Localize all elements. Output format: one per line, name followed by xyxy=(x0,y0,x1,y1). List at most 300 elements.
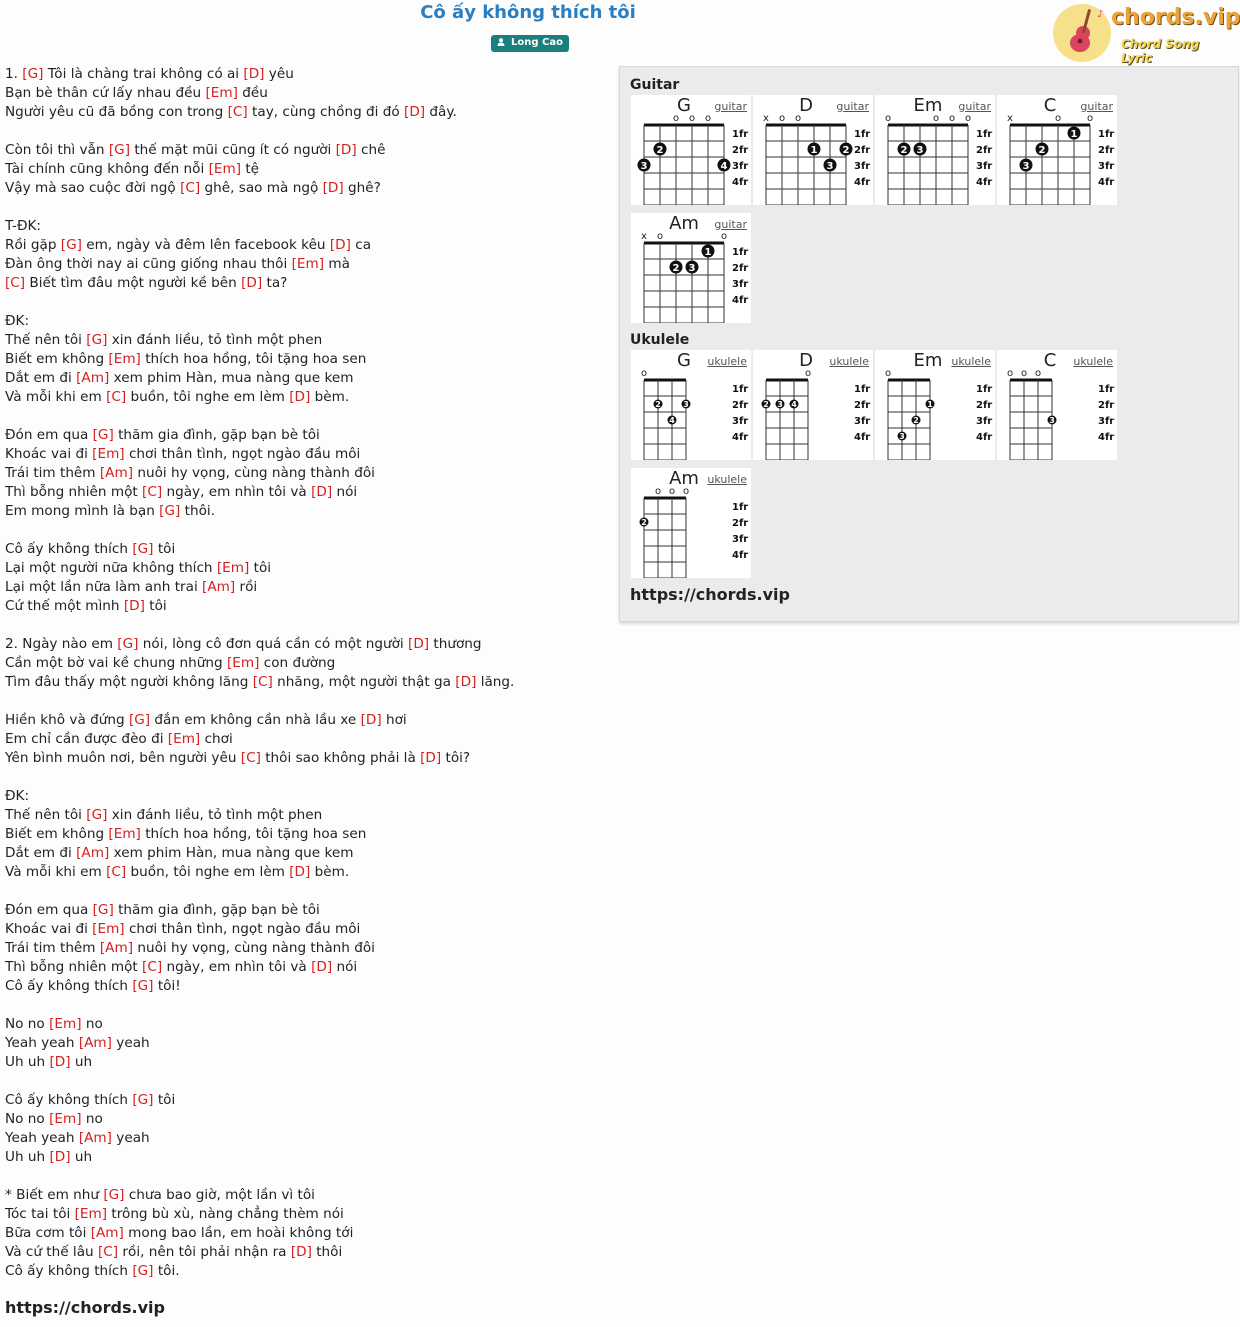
fret-number-label: 1fr xyxy=(854,129,871,140)
chord-link[interactable]: [C] xyxy=(180,180,201,196)
fret-number-label: 3fr xyxy=(976,416,993,427)
lyric-text: Cô ấy không thích xyxy=(5,1092,133,1108)
lyric-text: nhăng, một người thật ga xyxy=(272,674,456,690)
fret-number-label: 1fr xyxy=(976,129,993,140)
lyric-line xyxy=(5,958,605,977)
lyric-line xyxy=(5,749,605,768)
fret-number-label: 3fr xyxy=(1098,416,1115,427)
lyric-line xyxy=(5,1224,605,1243)
chord-name: C xyxy=(1043,95,1057,116)
finger-number: 4 xyxy=(669,416,675,425)
lyric-text: thăm gia đình, gặp bạn bè tôi xyxy=(113,902,320,918)
open-string-marker: o xyxy=(804,368,812,379)
chord-name: D xyxy=(799,95,813,116)
lyric-text: Biết tìm đâu một người kề bên xyxy=(25,275,242,291)
chord-link[interactable]: [C] xyxy=(106,864,127,880)
finger-number: 3 xyxy=(899,432,905,441)
lyric-text: xem phim Hàn, mua nàng que kem xyxy=(109,845,354,861)
lyric-line xyxy=(5,844,605,863)
logo-brand: chords.vip xyxy=(1111,5,1240,30)
lyric-text: Thì bỗng nhiên một xyxy=(5,959,143,975)
open-string-marker: o xyxy=(1034,368,1042,379)
lyric-text: No no xyxy=(5,1016,50,1032)
lyric-blank-line xyxy=(5,521,605,540)
chord-diagram-guitar-d[interactable] xyxy=(753,95,873,205)
fretboard-graphic xyxy=(997,350,1117,460)
chord-name: C xyxy=(1043,350,1057,371)
lyric-text: Đón em qua xyxy=(5,902,93,918)
lyric-blank-line xyxy=(5,198,605,217)
lyric-text: chơi thân tình, ngọt ngào đầu môi xyxy=(124,446,361,462)
fret-number-label: 2fr xyxy=(976,400,993,411)
muted-string-marker: x xyxy=(641,231,647,242)
finger-number: 1 xyxy=(810,145,818,156)
chord-link[interactable]: [Am] xyxy=(90,1225,124,1241)
chord-link[interactable]: [Am] xyxy=(78,1130,112,1146)
chord-link[interactable]: [D] xyxy=(311,959,333,975)
chord-link[interactable]: [Em] xyxy=(49,1016,82,1032)
finger-number: 2 xyxy=(763,400,769,409)
lyric-text: Khoác vai đi xyxy=(5,446,93,462)
finger-number: 4 xyxy=(791,400,797,409)
open-string-marker: o xyxy=(668,486,676,497)
lyric-text: Lại một lần nữa làm anh trai xyxy=(5,579,203,595)
lyric-text: yeah xyxy=(111,1035,150,1051)
chord-diagram-guitar-am[interactable] xyxy=(631,213,751,323)
muted-string-marker: x xyxy=(1007,113,1013,124)
lyric-line xyxy=(5,1148,605,1167)
lyric-text: Tìm đâu thấy một người không lăng xyxy=(5,674,253,690)
chord-link[interactable]: [G] xyxy=(92,427,114,443)
chord-link[interactable]: [D] xyxy=(311,484,333,500)
chord-link[interactable]: [Em] xyxy=(108,351,141,367)
chord-diagram-ukulele-am[interactable] xyxy=(631,468,751,578)
lyric-line xyxy=(5,1186,605,1205)
chord-link[interactable]: [G] xyxy=(108,142,131,158)
fretboard-graphic xyxy=(631,95,751,205)
finger-number: 3 xyxy=(1022,161,1030,172)
fret-number-label: 1fr xyxy=(732,502,749,513)
chord-link[interactable]: [Em] xyxy=(167,731,201,747)
lyric-text: thích hoa hồng, tôi tặng hoa sen xyxy=(140,826,367,842)
chord-link[interactable]: [D] xyxy=(322,180,344,196)
fret-number-label: 1fr xyxy=(1098,384,1115,395)
chord-link[interactable]: [G] xyxy=(128,712,151,728)
chord-name: Am xyxy=(669,213,699,234)
chord-diagram-ukulele-em[interactable] xyxy=(875,350,995,460)
lyric-text: ĐK: xyxy=(5,788,30,804)
chord-diagram-guitar-g[interactable] xyxy=(631,95,751,205)
lyric-blank-line xyxy=(5,1072,605,1091)
chord-link[interactable]: [G] xyxy=(132,1092,154,1108)
instrument-link[interactable]: guitar xyxy=(1080,100,1113,113)
open-string-marker: o xyxy=(794,113,802,124)
lyric-line xyxy=(5,939,605,958)
fret-number-label: 2fr xyxy=(854,145,871,156)
lyric-line xyxy=(5,1091,605,1110)
lyric-text: ĐK: xyxy=(5,313,30,329)
chord-link[interactable]: [Am] xyxy=(202,579,236,595)
lyric-text: thế mặt mũi cũng ít có người xyxy=(130,142,336,158)
fret-number-label: 3fr xyxy=(854,161,871,172)
open-string-marker: o xyxy=(884,113,892,124)
lyric-text: tôi! xyxy=(153,978,181,994)
lyric-text: bèm. xyxy=(310,864,350,880)
lyric-blank-line xyxy=(5,616,605,635)
lyric-line xyxy=(5,1110,605,1129)
lyric-text: Và mỗi khi em xyxy=(5,864,107,880)
lyric-text: mong bao lần, em hoài không tới xyxy=(123,1225,354,1241)
lyric-line xyxy=(5,578,605,597)
fret-number-label: 2fr xyxy=(732,518,749,529)
open-string-marker: o xyxy=(656,231,664,242)
instrument-link[interactable]: ukulele xyxy=(951,355,991,368)
instrument-link[interactable]: ukulele xyxy=(707,473,747,486)
chord-diagrams-panel xyxy=(619,66,1239,622)
lyric-text: đều xyxy=(237,85,268,101)
chord-link[interactable]: [G] xyxy=(132,541,154,557)
chord-link[interactable]: [G] xyxy=(86,332,108,348)
lyric-line xyxy=(5,901,605,920)
chord-link[interactable]: [C] xyxy=(227,104,248,120)
lyric-text: Dắt em đi xyxy=(5,370,77,386)
lyric-text: xem phim Hàn, mua nàng que kem xyxy=(109,370,354,386)
fret-number-label: 4fr xyxy=(1098,177,1115,188)
lyric-text: tôi? xyxy=(441,750,471,766)
chord-link[interactable]: [G] xyxy=(86,807,108,823)
chord-link[interactable]: [G] xyxy=(132,1263,154,1279)
fretboard-graphic xyxy=(631,213,751,323)
chord-link[interactable]: [Em] xyxy=(49,1111,82,1127)
fretboard-graphic xyxy=(753,95,873,205)
chord-link[interactable]: [C] xyxy=(106,389,127,405)
lyric-line xyxy=(5,597,605,616)
lyric-text: Người yêu cũ đã bồng con trong xyxy=(5,104,228,120)
lyric-line xyxy=(5,977,605,996)
chord-link[interactable]: [D] xyxy=(289,864,311,880)
chord-name: G xyxy=(677,350,691,371)
fret-number-label: 4fr xyxy=(732,295,749,306)
finger-number: 3 xyxy=(683,400,689,409)
lyric-text: yêu xyxy=(264,66,294,82)
lyric-line xyxy=(5,1205,605,1224)
lyric-blank-line xyxy=(5,1167,605,1186)
chord-link[interactable]: [C] xyxy=(240,750,261,766)
lyric-line xyxy=(5,502,605,521)
lyric-text: no xyxy=(81,1016,103,1032)
chord-link[interactable]: [Em] xyxy=(92,921,125,937)
lyric-line xyxy=(5,825,605,844)
fret-number-label: 3fr xyxy=(732,161,749,172)
chord-link[interactable]: [G] xyxy=(132,978,154,994)
finger-number: 2 xyxy=(672,263,680,274)
fret-number-label: 1fr xyxy=(732,129,749,140)
chord-link[interactable]: [D] xyxy=(360,712,382,728)
fretboard-graphic xyxy=(753,350,873,460)
chord-name: Am xyxy=(669,468,699,489)
lyric-text: tôi xyxy=(249,560,272,576)
lyric-line xyxy=(5,236,605,255)
lyric-text: Uh uh xyxy=(5,1149,50,1165)
footer-url[interactable]: https://chords.vip xyxy=(5,1298,165,1317)
lyric-text: bèm. xyxy=(310,389,350,405)
lyric-text: 2. Ngày nào em xyxy=(5,636,118,652)
lyric-text: Trái tim thêm xyxy=(5,940,100,956)
open-string-marker: o xyxy=(964,113,972,124)
lyric-text: nuôi hy vọng, cùng nàng thành đôi xyxy=(133,465,375,481)
finger-number: 1 xyxy=(1070,129,1078,140)
lyric-line xyxy=(5,863,605,882)
chord-link[interactable]: [Em] xyxy=(205,85,238,101)
lyric-text: xin đánh liều, tỏ tình một phen xyxy=(107,807,323,823)
fret-number-label: 1fr xyxy=(1098,129,1115,140)
site-logo[interactable] xyxy=(1053,3,1240,65)
lyric-text: yeah xyxy=(111,1130,150,1146)
author-name: Long Cao xyxy=(511,37,563,48)
open-string-marker: o xyxy=(932,113,940,124)
chord-link[interactable]: [D] xyxy=(289,389,311,405)
lyric-text: tôi xyxy=(153,1092,176,1108)
lyric-text: thương xyxy=(429,636,482,652)
lyric-text: ghê? xyxy=(343,180,381,196)
lyric-text: Tôi là chàng trai không có ai xyxy=(43,66,244,82)
lyric-blank-line xyxy=(5,882,605,901)
fret-number-label: 4fr xyxy=(854,432,871,443)
open-string-marker: o xyxy=(654,486,662,497)
lyric-line xyxy=(5,103,605,122)
lyric-line xyxy=(5,464,605,483)
lyric-text: Thì bỗng nhiên một xyxy=(5,484,143,500)
panel-url[interactable]: https://chords.vip xyxy=(630,585,790,604)
lyric-text: Bạn bè thân cứ lấy nhau đều xyxy=(5,85,206,101)
instrument-link[interactable]: ukulele xyxy=(829,355,869,368)
chord-link[interactable]: [Am] xyxy=(99,940,134,956)
chord-link[interactable]: [G] xyxy=(103,1187,125,1203)
chord-diagram-ukulele-d[interactable] xyxy=(753,350,873,460)
chord-name: D xyxy=(799,350,813,371)
author-badge[interactable] xyxy=(491,35,569,52)
lyric-text: T-ĐK: xyxy=(5,218,41,234)
finger-number: 2 xyxy=(655,400,661,409)
lyric-text: đắn em không cần nhà lầu xe xyxy=(150,712,361,728)
lyric-line xyxy=(5,1262,605,1281)
user-icon xyxy=(497,38,505,46)
chord-link[interactable]: [Em] xyxy=(208,161,242,177)
chord-link[interactable]: [D] xyxy=(49,1054,71,1070)
lyric-text: xin đánh liều, tỏ tình một phen xyxy=(107,332,323,348)
muted-string-marker: x xyxy=(763,113,769,124)
chord-link[interactable]: [D] xyxy=(123,598,145,614)
finger-number: 3 xyxy=(640,161,648,172)
lyric-line xyxy=(5,350,605,369)
chord-link[interactable]: [Em] xyxy=(291,256,325,272)
lyric-line xyxy=(5,711,605,730)
finger-number: 3 xyxy=(777,400,783,409)
instrument-link[interactable]: guitar xyxy=(958,100,991,113)
svg-text:♪: ♪ xyxy=(1097,9,1104,20)
instrument-link[interactable]: ukulele xyxy=(707,355,747,368)
lyric-text: em, ngày và đêm lên facebook kêu xyxy=(81,237,330,253)
lyric-line xyxy=(5,654,605,673)
lyric-text: nói xyxy=(332,484,358,500)
lyric-text: Còn tôi thì vẫn xyxy=(5,142,109,158)
lyric-text: Thế nên tôi xyxy=(5,332,87,348)
chord-link[interactable]: [G] xyxy=(117,636,139,652)
chord-link[interactable]: [D] xyxy=(290,1244,312,1260)
chord-link[interactable]: [C] xyxy=(142,959,163,975)
lyric-text: Tóc tai tôi xyxy=(5,1206,75,1222)
finger-number: 2 xyxy=(641,518,647,527)
open-string-marker: o xyxy=(704,113,712,124)
lyric-text: Đàn ông thời nay ai cũng giống nhau thôi xyxy=(5,256,292,272)
chord-link[interactable]: [D] xyxy=(455,674,477,690)
chord-link[interactable]: [Em] xyxy=(216,560,250,576)
chord-link[interactable]: [D] xyxy=(241,275,263,291)
lyric-text: buồn, tôi nghe em lèm xyxy=(126,389,290,405)
lyric-line xyxy=(5,369,605,388)
lyric-text: Yeah yeah xyxy=(5,1035,79,1051)
open-string-marker: o xyxy=(1054,113,1062,124)
fret-number-label: 3fr xyxy=(732,279,749,290)
fret-number-label: 3fr xyxy=(1098,161,1115,172)
lyric-text: thôi. xyxy=(180,503,216,519)
fret-number-label: 4fr xyxy=(976,432,993,443)
chord-diagram-ukulele-g[interactable] xyxy=(631,350,751,460)
lyric-blank-line xyxy=(5,407,605,426)
chord-diagram-ukulele-c[interactable] xyxy=(997,350,1117,460)
lyric-text: Yeah yeah xyxy=(5,1130,79,1146)
fretboard-graphic xyxy=(875,350,995,460)
lyric-text: Cô ấy không thích xyxy=(5,541,133,557)
lyric-line xyxy=(5,730,605,749)
chord-name: Em xyxy=(913,95,943,116)
lyric-line xyxy=(5,540,605,559)
chord-link[interactable]: [C] xyxy=(97,1244,119,1260)
chord-link[interactable]: [D] xyxy=(329,237,351,253)
fretboard-graphic xyxy=(631,468,751,578)
fret-number-label: 2fr xyxy=(1098,145,1115,156)
lyric-text: mà xyxy=(324,256,350,272)
chord-diagram-guitar-em[interactable] xyxy=(875,95,995,205)
fret-number-label: 2fr xyxy=(732,400,749,411)
lyric-text: ta? xyxy=(262,275,288,291)
lyric-line xyxy=(5,483,605,502)
instrument-link[interactable]: guitar xyxy=(836,100,869,113)
fret-number-label: 3fr xyxy=(976,161,993,172)
lyric-text: con đường xyxy=(259,655,336,671)
lyric-text: tay, cùng chồng đi đó xyxy=(247,104,405,120)
chord-link[interactable]: [Am] xyxy=(78,1035,112,1051)
lyric-line xyxy=(5,217,605,236)
lyric-text: Cứ thế một mình xyxy=(5,598,124,614)
lyric-text: thăm gia đình, gặp bạn bè tôi xyxy=(113,427,320,443)
lyric-line xyxy=(5,806,605,825)
chord-link[interactable]: [Am] xyxy=(99,465,134,481)
chord-link[interactable]: [D] xyxy=(408,636,430,652)
finger-number: 3 xyxy=(916,145,924,156)
open-string-marker: o xyxy=(720,231,728,242)
fret-number-label: 2fr xyxy=(976,145,993,156)
chord-link[interactable]: [D] xyxy=(420,750,442,766)
chord-link[interactable]: [C] xyxy=(252,674,273,690)
fret-number-label: 1fr xyxy=(732,384,749,395)
lyric-text: Lại một người nữa không thích xyxy=(5,560,217,576)
finger-number: 3 xyxy=(1049,416,1055,425)
lyric-text: Rồi gặp xyxy=(5,237,61,253)
lyric-text: chơi xyxy=(200,731,233,747)
chord-link[interactable]: [Em] xyxy=(92,446,125,462)
chord-link[interactable]: [Em] xyxy=(108,826,141,842)
lyric-text: Cô ấy không thích xyxy=(5,1263,133,1279)
fret-number-label: 4fr xyxy=(732,432,749,443)
finger-number: 2 xyxy=(842,145,850,156)
finger-number: 3 xyxy=(688,263,696,274)
chord-link[interactable]: [G] xyxy=(60,237,82,253)
chord-link[interactable]: [D] xyxy=(335,142,357,158)
lyric-text: ghê, sao mà ngộ xyxy=(200,180,323,196)
lyric-line xyxy=(5,673,605,692)
lyric-blank-line xyxy=(5,122,605,141)
finger-number: 3 xyxy=(826,161,834,172)
instrument-link[interactable]: guitar xyxy=(714,218,747,231)
lyric-text: 1. xyxy=(5,66,23,82)
lyric-line xyxy=(5,255,605,274)
lyric-text: Vậy mà sao cuộc đời ngộ xyxy=(5,180,181,196)
instrument-link[interactable]: guitar xyxy=(714,100,747,113)
chord-link[interactable]: [G] xyxy=(22,66,44,82)
fret-number-label: 3fr xyxy=(732,534,749,545)
lyric-text: tệ xyxy=(241,161,260,177)
lyric-text: đây. xyxy=(425,104,457,120)
lyric-line xyxy=(5,635,605,654)
instrument-link[interactable]: ukulele xyxy=(1073,355,1113,368)
lyric-text: Em chỉ cần được đèo đi xyxy=(5,731,168,747)
lyric-line xyxy=(5,426,605,445)
lyric-text: uh xyxy=(70,1054,93,1070)
lyric-text: trông bù xù, nàng chẳng thèm nói xyxy=(107,1206,344,1222)
lyric-text: Em mong mình là bạn xyxy=(5,503,160,519)
chord-link[interactable]: [C] xyxy=(5,275,26,291)
lyric-text: Biết em không xyxy=(5,826,109,842)
fretboard-graphic xyxy=(875,95,995,205)
lyric-text: Yên bình muôn nơi, bên người yêu xyxy=(5,750,241,766)
chord-link[interactable]: [D] xyxy=(49,1149,71,1165)
lyric-blank-line xyxy=(5,996,605,1015)
fret-number-label: 4fr xyxy=(854,177,871,188)
lyric-text: ngày, em nhìn tôi và xyxy=(162,484,312,500)
lyric-text: rồi, nên tôi phải nhận ra xyxy=(118,1244,291,1260)
chord-link[interactable]: [D] xyxy=(404,104,426,120)
chord-link[interactable]: [Am] xyxy=(76,370,110,386)
finger-number: 2 xyxy=(1038,145,1046,156)
fret-number-label: 2fr xyxy=(854,400,871,411)
fret-number-label: 4fr xyxy=(732,177,749,188)
fret-number-label: 3fr xyxy=(732,416,749,427)
lyric-text: hơi xyxy=(381,712,407,728)
fret-number-label: 3fr xyxy=(854,416,871,427)
chord-link[interactable]: [G] xyxy=(159,503,181,519)
open-string-marker: o xyxy=(688,113,696,124)
chord-diagram-guitar-c[interactable] xyxy=(997,95,1117,205)
chord-link[interactable]: [D] xyxy=(243,66,265,82)
chord-link[interactable]: [Em] xyxy=(74,1206,108,1222)
chord-link[interactable]: [Em] xyxy=(226,655,260,671)
chord-link[interactable]: [Am] xyxy=(76,845,110,861)
chord-link[interactable]: [C] xyxy=(142,484,163,500)
logo-tagline: Chord Song Lyric xyxy=(1121,37,1200,65)
chord-link[interactable]: [G] xyxy=(92,902,114,918)
fret-number-label: 2fr xyxy=(732,145,749,156)
